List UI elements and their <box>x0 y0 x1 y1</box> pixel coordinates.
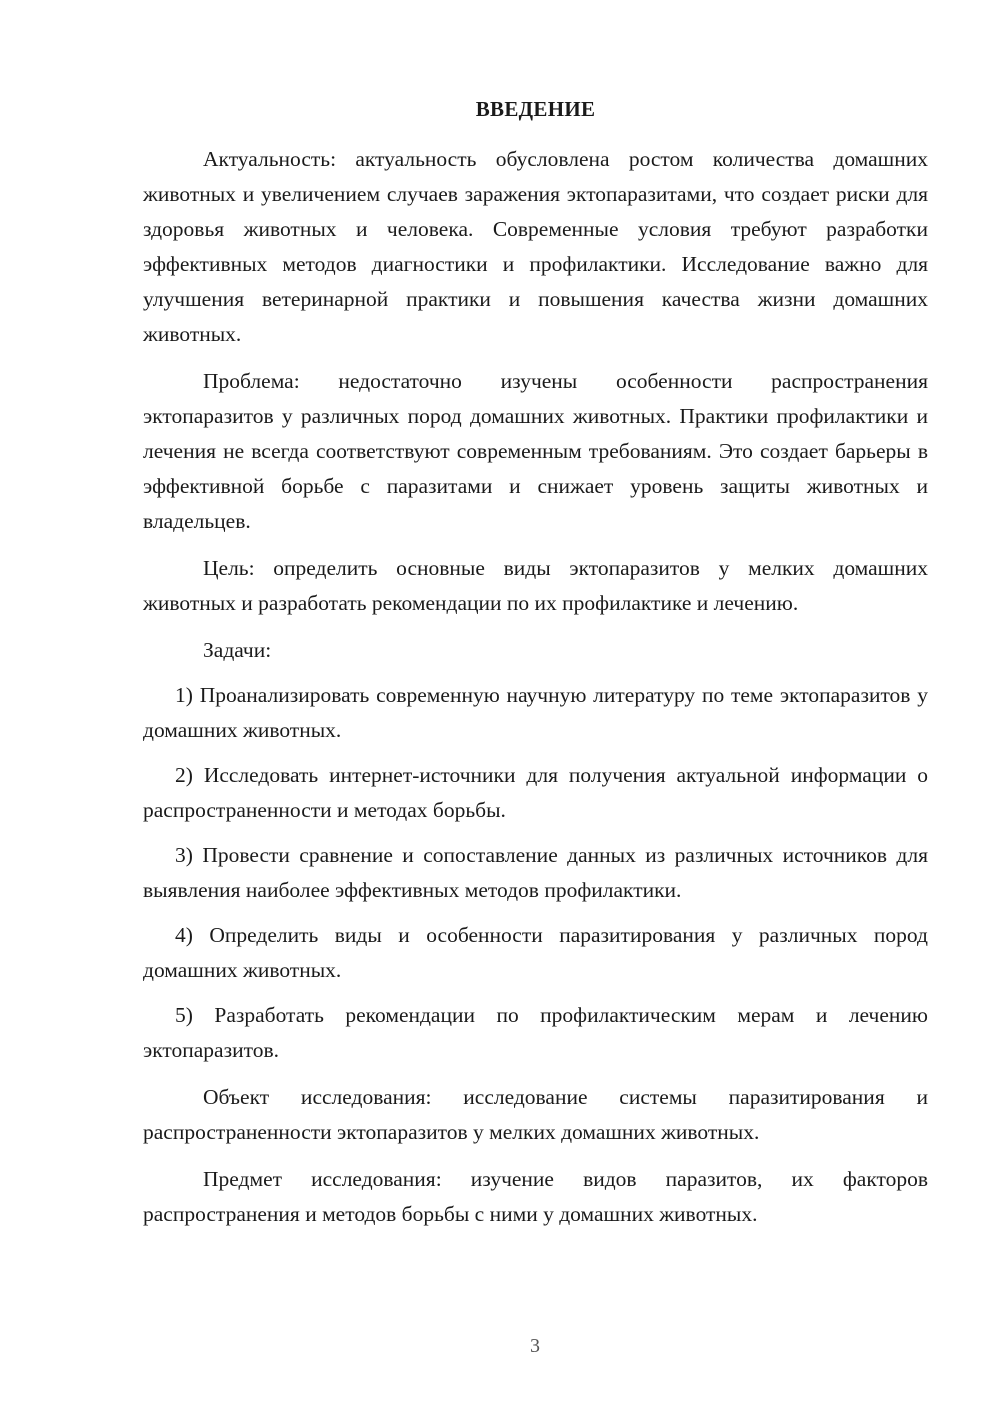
paragraph-relevance: Актуальность: актуальность обусловлена ростом количества домашних животных и увеличением случаев заражения эктопаразитами, что создает риски для здоровья животных и человека. Современные условия требуют разработки эффективных методов диагностики и профилактики. Исследование важно для улучшения ветеринарной практики и повышения качества жизни домашних животных. <box>143 147 928 346</box>
list-item: 3) Провести сравнение и сопоставление данных из различных источников для выявления наиболее эффективных методов профилактики. <box>143 843 928 902</box>
page-title: ВВЕДЕНИЕ <box>475 97 596 121</box>
paragraph-goal: Цель: определить основные виды эктопаразитов у мелких домашних животных и разработать рекомендации по их профилактике и лечению. <box>143 556 928 615</box>
paragraph-problem: Проблема: недостаточно изучены особенности распространения эктопаразитов у различных пород домашних животных. Практики профилактики и лечения не всегда соответствуют современным требованиям. Это создает барьеры в эффективной борьбе с паразитами и снижает уровень защиты животных и владельцев. <box>143 369 928 533</box>
list-item: 1) Проанализировать современную научную литературу по теме эктопаразитов у домашних животных. <box>143 683 928 742</box>
list-item: 5) Разработать рекомендации по профилактическим мерам и лечению эктопаразитов. <box>143 1003 928 1062</box>
list-item: 4) Определить виды и особенности паразитирования у различных пород домашних животных. <box>143 923 928 982</box>
paragraph-object: Объект исследования: исследование системы паразитирования и распространенности эктопаразитов у мелких домашних животных. <box>143 1085 928 1144</box>
paragraph-subject: Предмет исследования: изучение видов паразитов, их факторов распространения и методов борьбы с ними у домашних животных. <box>143 1167 928 1226</box>
list-item: 2) Исследовать интернет-источники для получения актуальной информации о распространенности и методах борьбы. <box>143 763 928 822</box>
document-body <box>143 92 928 1232</box>
page-number: 3 <box>530 1335 540 1357</box>
tasks-list <box>143 678 928 1068</box>
tasks-heading: Задачи: <box>203 638 272 662</box>
